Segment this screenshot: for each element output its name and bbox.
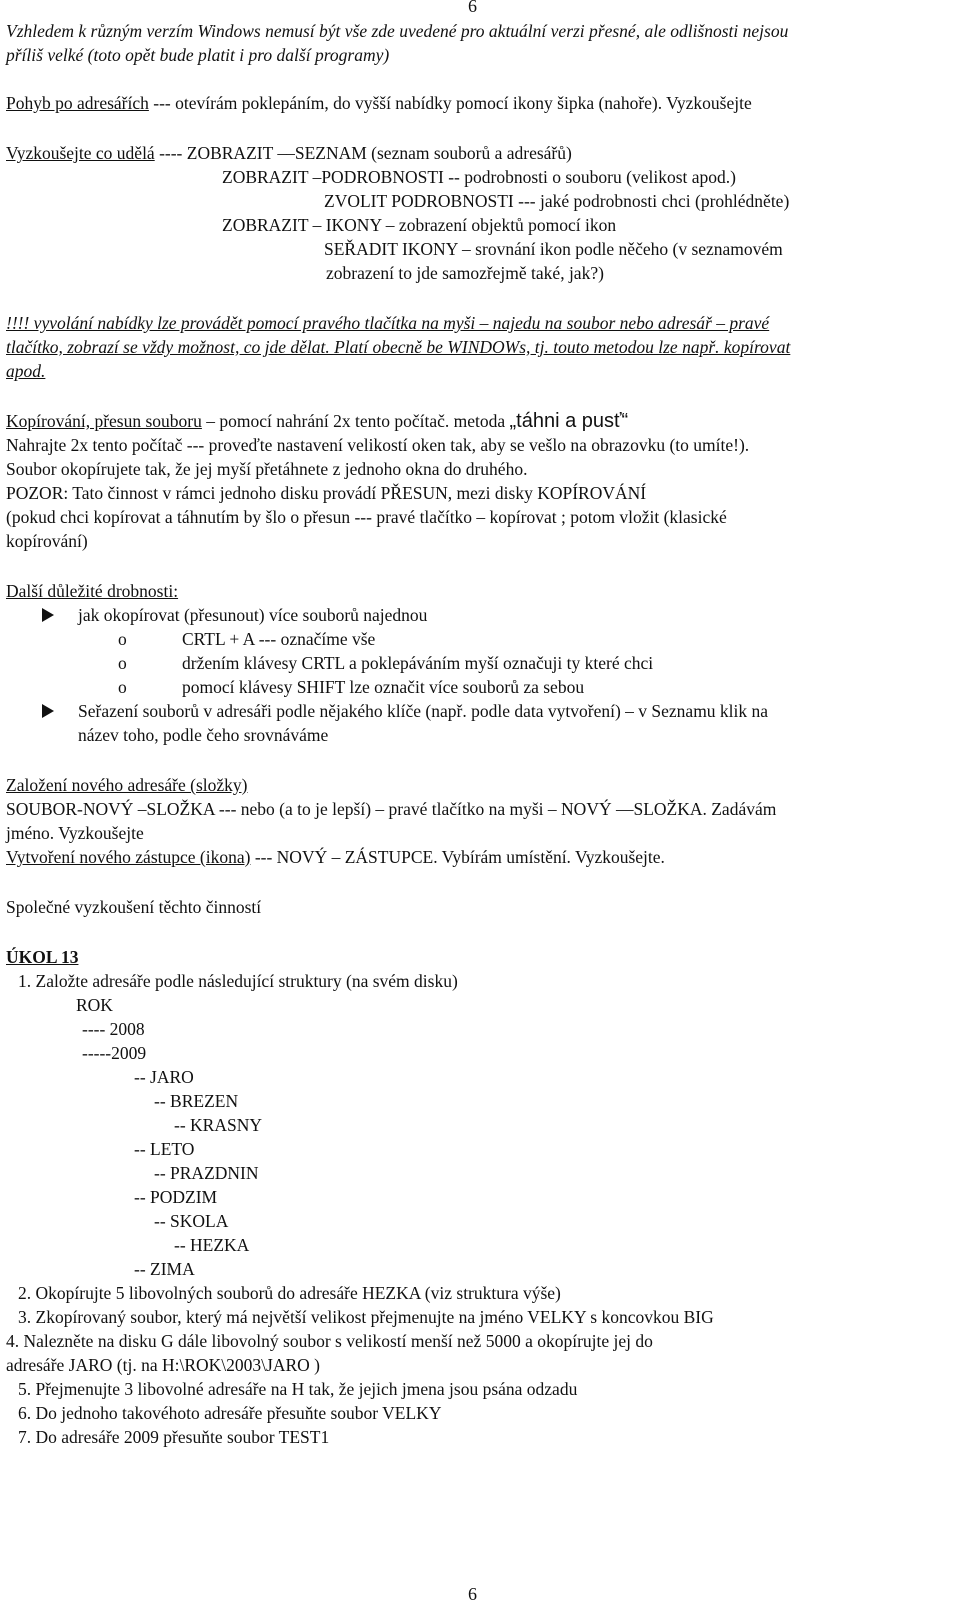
try-line-6: zobrazení to jde samozřejmě také, jak?)	[326, 263, 604, 283]
newdir-heading: Založení nového adresáře (složky)	[6, 775, 248, 795]
copy-method: „táhni a pusť“	[509, 410, 629, 432]
task-item-2: 2. Okopírujte 5 libovolných souborů do adresáře HEZKA (viz struktura výše)	[18, 1283, 561, 1303]
details-sub-1-text: CRTL + A --- označíme vše	[182, 629, 376, 649]
tree-item-leto: -- LETO	[134, 1139, 195, 1159]
tree-item-brezen: -- BREZEN	[154, 1091, 239, 1111]
copy-line-3: Soubor okopírujete tak, že jej myší přetáhnete z jednoho okna do druhého.	[6, 459, 528, 479]
newdir-line-2: jméno. Vyzkoušejte	[6, 823, 144, 843]
details-bullet-2-cont: název toho, podle čeho srovnáváme	[78, 725, 329, 745]
details-heading: Další důležité drobnosti:	[6, 581, 179, 601]
details-sub-3	[116, 676, 584, 698]
shortcut-text: --- NOVÝ – ZÁSTUPCE. Vybírám umístění. Vyzkoušejte.	[250, 847, 665, 867]
task-item-1: 1. Založte adresáře podle následující struktury (na svém disku)	[18, 971, 458, 991]
details-bullet-1-text: jak okopírovat (přesunout) více souborů najednou	[78, 605, 428, 625]
page-number-top: 6	[468, 0, 477, 16]
task-heading: ÚKOL 13	[6, 947, 79, 967]
shortcut-line	[6, 846, 665, 868]
try-line-1-text: ---- ZOBRAZIT ––SEZNAM (seznam souborů a adresářů)	[154, 143, 572, 163]
try-line-4: ZOBRAZIT – IKONY – zobrazení objektů pomocí ikon	[222, 215, 617, 235]
details-sub-3-text: pomocí klávesy SHIFT lze označit více souborů za sebou	[182, 677, 585, 697]
details-sub-2	[116, 652, 653, 674]
common-try: Společné vyzkoušení těchto činností	[6, 897, 262, 917]
tree-item-2009: -----2009	[82, 1043, 147, 1063]
copy-line-1-text: – pomocí nahrání 2x tento počítač. metoda	[201, 411, 510, 431]
newdir-line-1: SOUBOR-NOVÝ –SLOŽKA --- nebo (a to je lepší) – pravé tlačítko na myši – NOVÝ ––SLOŽKA. Zadávám	[6, 799, 777, 819]
tree-item-podzim: -- PODZIM	[134, 1187, 218, 1207]
copy-line-6: kopírování)	[6, 531, 88, 551]
copy-heading: Kopírování, přesun souboru	[6, 411, 202, 431]
details-sub-2-text: držením klávesy CRTL a poklepáváním myší označuji ty které chci	[182, 653, 654, 673]
try-line-2: ZOBRAZIT –PODROBNOSTI -- podrobnosti o souboru (velikost apod.)	[222, 167, 736, 187]
tree-item-prazdnin: -- PRAZDNIN	[154, 1163, 259, 1183]
try-heading: Vyzkoušejte co udělá	[6, 143, 155, 163]
task-item-4-line-2: adresáře JARO (tj. na H:\ROK\2003\JARO )	[6, 1355, 320, 1375]
arrow-bullet-icon	[42, 608, 54, 622]
details-bullet-2-text: Seřazení souborů v adresáři podle nějakého klíče (např. podle data vytvoření) – v Seznamu klik na	[78, 701, 769, 721]
circle-bullet-icon: o	[118, 629, 127, 649]
details-sub-1	[116, 628, 375, 650]
try-line-5: SEŘADIT IKONY – srovnání ikon podle něčeho (v seznamovém	[324, 239, 783, 259]
right-click-line-1: !!!! vyvolání nabídky lze provádět pomocí pravého tlačítka na myši – najedu na soubor nebo adresář – pravé	[6, 313, 770, 333]
intro-line-1: Vzhledem k různým verzím Windows nemusí být vše zde uvedené pro aktuální verzi přesné, ale odlišnosti nejsou	[6, 21, 789, 41]
try-line-3: ZVOLIT PODROBNOSTI --- jaké podrobnosti chci (prohlédněte)	[324, 191, 790, 211]
task-item-7: 7. Do adresáře 2009 přesuňte soubor TEST1	[18, 1427, 330, 1447]
circle-bullet-icon: o	[118, 677, 127, 697]
task-item-6: 6. Do jednoho takovéhoto adresáře přesuňte soubor VELKY	[18, 1403, 442, 1423]
intro-line-2: příliš velké (toto opět bude platit i pro další programy)	[6, 45, 390, 65]
tree-item-skola: -- SKOLA	[154, 1211, 229, 1231]
copy-line-5: (pokud chci kopírovat a táhnutím by šlo o přesun --- pravé tlačítko – kopírovat ; potom vložit (klasické	[6, 507, 727, 527]
nav-heading: Pohyb po adresářích	[6, 93, 149, 113]
task-item-5: 5. Přejmenujte 3 libovolné adresáře na H tak, že jejich jmena jsou psána odzadu	[18, 1379, 578, 1399]
details-bullet-2	[42, 700, 768, 722]
tree-item-krasny: -- KRASNY	[174, 1115, 262, 1135]
details-bullet-1	[42, 604, 427, 626]
tree-item-rok: ROK	[76, 995, 113, 1015]
nav-paragraph	[6, 92, 752, 114]
try-line-1	[6, 142, 572, 164]
arrow-bullet-icon	[42, 704, 54, 718]
tree-item-hezka: -- HEZKA	[174, 1235, 250, 1255]
tree-item-2008: ---- 2008	[82, 1019, 145, 1039]
circle-bullet-icon: o	[118, 653, 127, 673]
shortcut-heading: Vytvoření nového zástupce (ikona)	[6, 847, 251, 867]
copy-line-2: Nahrajte 2x tento počítač --- proveďte nastavení velikostí oken tak, aby se vešlo na obrazovku (to umíte!).	[6, 435, 750, 455]
task-item-4-line-1: 4. Nalezněte na disku G dále libovolný soubor s velikostí menší než 5000 a okopírujte jej do	[6, 1331, 653, 1351]
right-click-line-2: tlačítko, zobrazí se vždy možnost, co jde dělat. Platí obecně be WINDOWs, tj. touto metodou lze např. kopírovat	[6, 337, 791, 357]
tree-item-jaro: -- JARO	[134, 1067, 194, 1087]
task-item-3: 3. Zkopírovaný soubor, který má největší velikost přejmenujte na jméno VELKY s koncovkou BIG	[18, 1307, 714, 1327]
copy-line-1	[6, 410, 628, 432]
nav-text: --- otevírám poklepáním, do vyšší nabídky pomocí ikony šipka (nahoře). Vyzkoušejte	[148, 93, 752, 113]
tree-item-zima: -- ZIMA	[134, 1259, 195, 1279]
right-click-line-3: apod.	[6, 361, 46, 381]
page-number-bottom: 6	[468, 1584, 477, 1604]
copy-line-4: POZOR: Tato činnost v rámci jednoho disku provádí PŘESUN, mezi disky KOPÍROVÁNÍ	[6, 483, 647, 503]
